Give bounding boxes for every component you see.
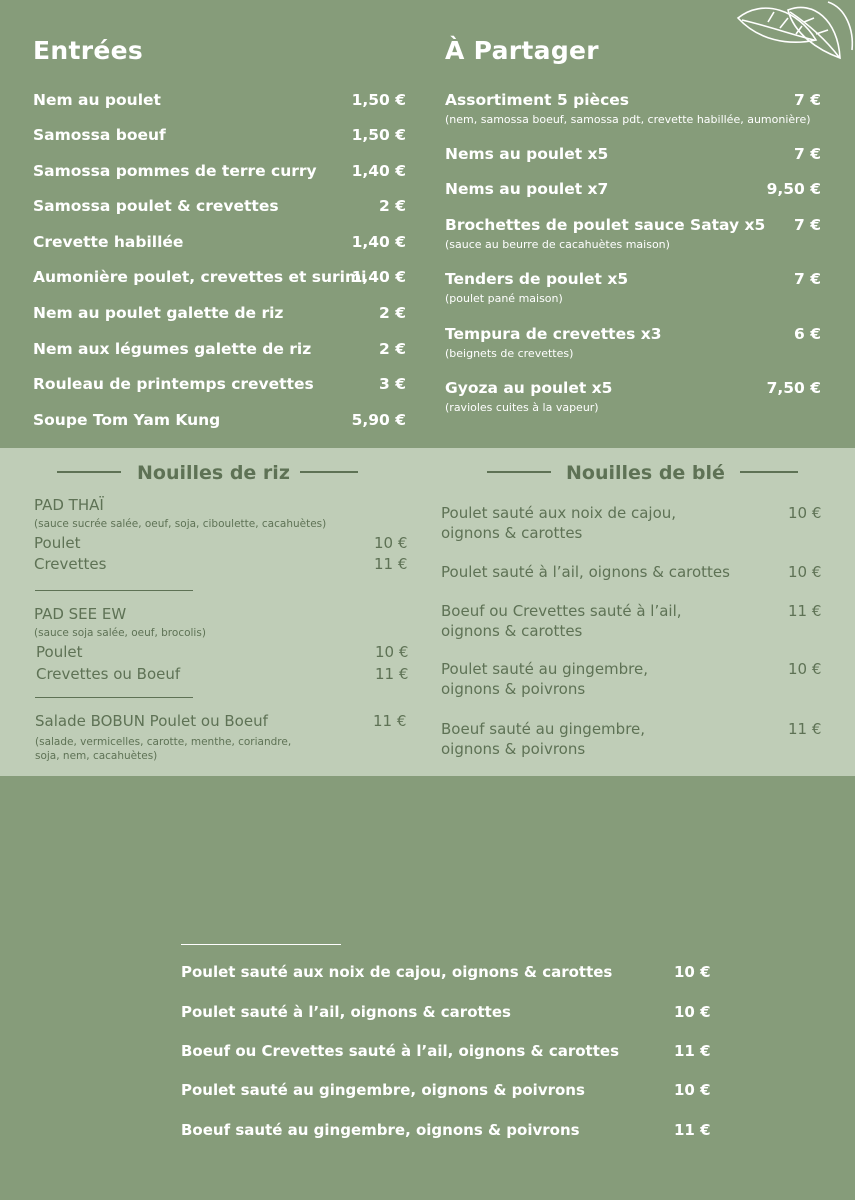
- pad-thai-name: PAD THAÏ: [34, 496, 104, 514]
- partager-item-desc: (ravioles cuites à la vapeur): [445, 401, 599, 414]
- pad-thai-option-price: 10 €: [374, 534, 408, 552]
- ble-item-line: Poulet sauté aux noix de cajou,: [441, 504, 677, 522]
- entree-item-price: 3 €: [379, 375, 406, 393]
- bobun-desc: soja, nem, cacahuètes): [35, 750, 158, 762]
- partager-item-price: 7 €: [794, 216, 821, 234]
- ble-item-price: 10 €: [788, 563, 822, 581]
- entree-item-name: Crevette habillée: [33, 233, 184, 251]
- pad-thai-option-label: Poulet: [34, 534, 81, 552]
- entree-item-name: Nem aux légumes galette de riz: [33, 340, 312, 358]
- bobun-price: 11 €: [373, 712, 407, 730]
- entree-item-name: Samossa pommes de terre curry: [33, 162, 317, 180]
- partager-item-price: 6 €: [794, 325, 821, 343]
- bobun-name: Salade BOBUN Poulet ou Boeuf: [35, 712, 268, 730]
- divider: [487, 471, 551, 473]
- riz-item-name: Poulet sauté au gingembre, oignons & poivrons: [181, 1081, 585, 1099]
- partager-item-price: 7 €: [794, 145, 821, 163]
- riz-item-name: Poulet sauté aux noix de cajou, oignons & carottes: [181, 963, 613, 981]
- riz-item-price: 11 €: [674, 1121, 711, 1139]
- riz-item-price: 10 €: [674, 1003, 711, 1021]
- entree-item-name: Rouleau de printemps crevettes: [33, 375, 314, 393]
- partager-item-name: Nems au poulet x7: [445, 180, 609, 198]
- partager-item-desc: (beignets de crevettes): [445, 347, 574, 360]
- ble-item-line: oignons & carottes: [441, 622, 583, 640]
- pad-thai-option-price: 11 €: [374, 555, 408, 573]
- leaf-decoration-icon: [728, 0, 855, 72]
- pad-see-ew-name: PAD SEE EW: [34, 605, 127, 623]
- separator: [181, 944, 341, 945]
- riz-item-name: Boeuf ou Crevettes sauté à l’ail, oignons & carottes: [181, 1042, 620, 1060]
- ble-item-line: oignons & poivrons: [441, 740, 586, 758]
- pad-thai-option-label: Crevettes: [34, 555, 107, 573]
- entree-item-price: 1,50 €: [351, 126, 406, 144]
- partager-item-desc: (poulet pané maison): [445, 292, 563, 305]
- partager-item-desc: (nem, samossa boeuf, samossa pdt, crevette habillée, aumonière): [445, 113, 811, 126]
- partager-title: À Partager: [445, 36, 599, 65]
- partager-item-desc: (sauce au beurre de cacahuètes maison): [445, 238, 670, 251]
- ble-item-price: 11 €: [788, 602, 822, 620]
- pad-thai-desc: (sauce sucrée salée, oeuf, soja, ciboulette, cacahuètes): [34, 518, 327, 530]
- partager-item-price: 7 €: [794, 270, 821, 288]
- pad-see-ew-option-price: 11 €: [375, 665, 409, 683]
- pad-see-ew-option-label: Poulet: [36, 643, 83, 661]
- entree-item-price: 1,40 €: [351, 162, 406, 180]
- nouilles-riz-title: Nouilles de riz: [137, 462, 290, 484]
- entree-item-price: 5,90 €: [351, 411, 406, 429]
- riz-item-price: 10 €: [674, 963, 711, 981]
- partager-item-price: 7,50 €: [766, 379, 821, 397]
- ble-item-line: oignons & poivrons: [441, 680, 586, 698]
- partager-item-name: Brochettes de poulet sauce Satay x5: [445, 216, 766, 234]
- entree-item-name: Samossa boeuf: [33, 126, 166, 144]
- partager-item-price: 9,50 €: [766, 180, 821, 198]
- separator: [35, 697, 193, 698]
- riz-item-name: Poulet sauté à l’ail, oignons & carottes: [181, 1003, 511, 1021]
- pad-see-ew-option-label: Crevettes ou Boeuf: [36, 665, 181, 683]
- pad-see-ew-desc: (sauce soja salée, oeuf, brocolis): [34, 627, 206, 639]
- separator: [35, 590, 193, 591]
- entree-item-name: Soupe Tom Yam Kung: [33, 411, 221, 429]
- ble-item-line: Poulet sauté à l’ail, oignons & carottes: [441, 563, 730, 581]
- ble-item-line: Poulet sauté au gingembre,: [441, 660, 649, 678]
- bobun-desc: (salade, vermicelles, carotte, menthe, coriandre,: [35, 736, 292, 748]
- entree-item-price: 1,40 €: [351, 233, 406, 251]
- entree-item-price: 1,40 €: [351, 268, 406, 286]
- partager-item-name: Gyoza au poulet x5: [445, 379, 613, 397]
- entrees-title: Entrées: [33, 36, 144, 65]
- divider: [300, 471, 358, 473]
- ble-item-price: 10 €: [788, 660, 822, 678]
- divider: [740, 471, 798, 473]
- ble-item-line: Boeuf sauté au gingembre,: [441, 720, 646, 738]
- entree-item-price: 1,50 €: [351, 91, 406, 109]
- ble-item-line: oignons & carottes: [441, 524, 583, 542]
- entree-item-name: Nem au poulet galette de riz: [33, 304, 284, 322]
- nouilles-ble-title: Nouilles de blé: [566, 462, 725, 484]
- partager-item-name: Nems au poulet x5: [445, 145, 609, 163]
- pad-see-ew-option-price: 10 €: [375, 643, 409, 661]
- entree-item-price: 2 €: [379, 304, 406, 322]
- partager-item-name: Tenders de poulet x5: [445, 270, 629, 288]
- entree-item-name: Nem au poulet: [33, 91, 161, 109]
- entree-item-name: Aumonière poulet, crevettes et surimi: [33, 268, 367, 286]
- partager-item-name: Tempura de crevettes x3: [445, 325, 662, 343]
- riz-item-name: Boeuf sauté au gingembre, oignons & poivrons: [181, 1121, 580, 1139]
- partager-item-price: 7 €: [794, 91, 821, 109]
- entree-item-name: Samossa poulet & crevettes: [33, 197, 279, 215]
- entree-item-price: 2 €: [379, 197, 406, 215]
- divider: [57, 471, 121, 473]
- riz-item-price: 11 €: [674, 1042, 711, 1060]
- ble-item-line: Boeuf ou Crevettes sauté à l’ail,: [441, 602, 682, 620]
- partager-item-name: Assortiment 5 pièces: [445, 91, 629, 109]
- ble-item-price: 11 €: [788, 720, 822, 738]
- ble-item-price: 10 €: [788, 504, 822, 522]
- entree-item-price: 2 €: [379, 340, 406, 358]
- riz-item-price: 10 €: [674, 1081, 711, 1099]
